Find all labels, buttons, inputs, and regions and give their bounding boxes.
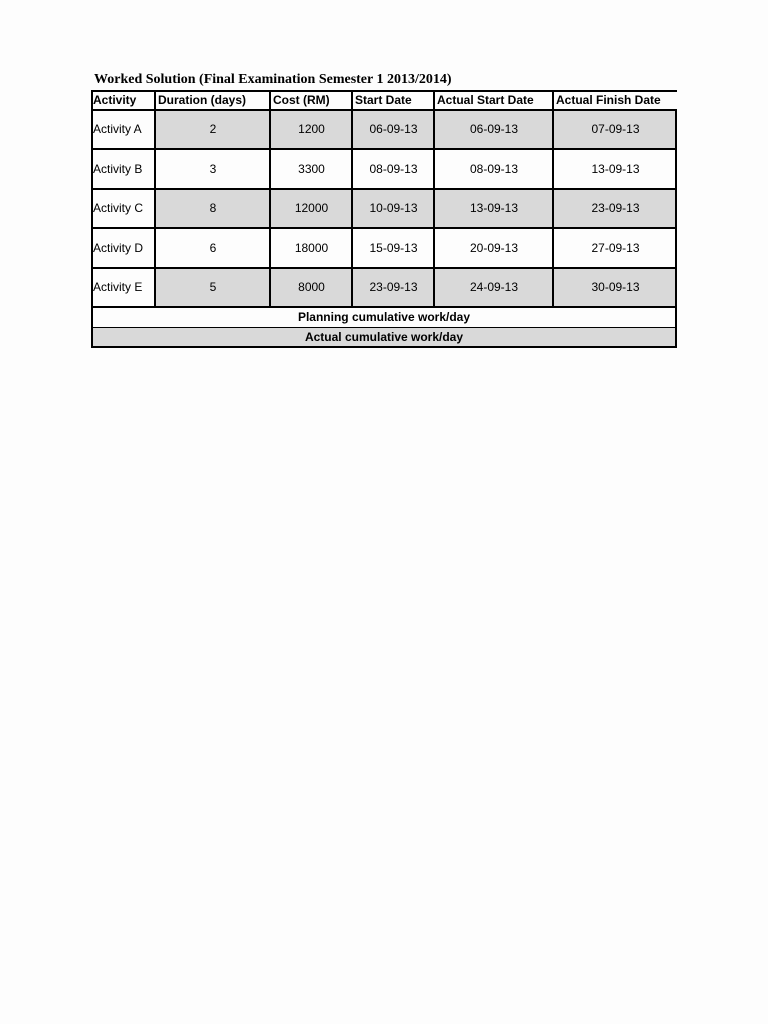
cell-activity: Activity B (93, 162, 143, 176)
grid-line (91, 188, 677, 190)
cell-start-date: 23-09-13 (369, 280, 418, 294)
cell-duration: 8 (209, 201, 217, 215)
grid-line (91, 90, 93, 348)
cell-activity: Activity A (93, 122, 142, 136)
grid-line (351, 90, 353, 307)
cell-duration: 5 (209, 280, 217, 294)
column-header-duration: Duration (days) (158, 93, 247, 107)
table-row (91, 110, 677, 149)
grid-line (91, 148, 677, 150)
table-row (91, 229, 677, 268)
cell-actual-start-date: 08-09-13 (469, 162, 519, 176)
activity-table (91, 90, 677, 348)
grid-line (91, 90, 677, 92)
cell-actual-finish-date: 30-09-13 (591, 280, 640, 294)
column-header-start-date: Start Date (355, 93, 412, 107)
cell-cost: 12000 (294, 201, 329, 215)
planning-cumulative-row: Planning cumulative work/day (91, 308, 677, 327)
column-header-actual-start-date: Actual Start Date (437, 93, 534, 107)
grid-line (91, 327, 677, 328)
cell-start-date: 08-09-13 (369, 162, 418, 176)
grid-line (91, 306, 677, 308)
cell-actual-finish-date: 07-09-13 (591, 122, 640, 136)
column-header-cost: Cost (RM) (273, 93, 330, 107)
cell-duration: 6 (209, 241, 217, 255)
grid-line (91, 346, 677, 348)
cell-actual-start-date: 24-09-13 (469, 280, 519, 294)
cell-start-date: 10-09-13 (369, 201, 418, 215)
grid-line (269, 90, 271, 307)
cell-actual-finish-date: 23-09-13 (591, 201, 640, 215)
grid-line (552, 90, 554, 307)
table-row (91, 268, 677, 307)
grid-line (91, 267, 677, 269)
cell-cost: 1200 (298, 122, 325, 136)
cell-actual-finish-date: 27-09-13 (591, 241, 640, 255)
cell-start-date: 06-09-13 (369, 122, 418, 136)
grid-line (154, 90, 156, 307)
cell-activity: Activity E (93, 280, 143, 294)
grid-line (91, 227, 677, 229)
table-row (91, 150, 677, 189)
actual-cumulative-row: Actual cumulative work/day (91, 328, 677, 347)
column-header-actual-finish-date: Actual Finish Date (556, 93, 661, 107)
grid-line (91, 109, 677, 111)
cell-actual-start-date: 06-09-13 (469, 122, 519, 136)
cell-activity: Activity D (93, 241, 144, 255)
cell-actual-start-date: 20-09-13 (469, 241, 519, 255)
cell-actual-finish-date: 13-09-13 (591, 162, 640, 176)
cell-duration: 2 (209, 122, 217, 136)
document-title: Worked Solution (Final Examination Semester 1 2013/2014) (94, 72, 452, 87)
cell-start-date: 15-09-13 (369, 241, 418, 255)
grid-line (433, 90, 435, 307)
cell-duration: 3 (209, 162, 217, 176)
cell-actual-start-date: 13-09-13 (469, 201, 519, 215)
cell-activity: Activity C (93, 201, 144, 215)
cell-cost: 8000 (298, 280, 325, 294)
cell-cost: 3300 (298, 162, 325, 176)
column-header-activity: Activity (93, 93, 137, 107)
table-row (91, 189, 677, 228)
cell-cost: 18000 (294, 241, 329, 255)
grid-line (675, 109, 677, 348)
